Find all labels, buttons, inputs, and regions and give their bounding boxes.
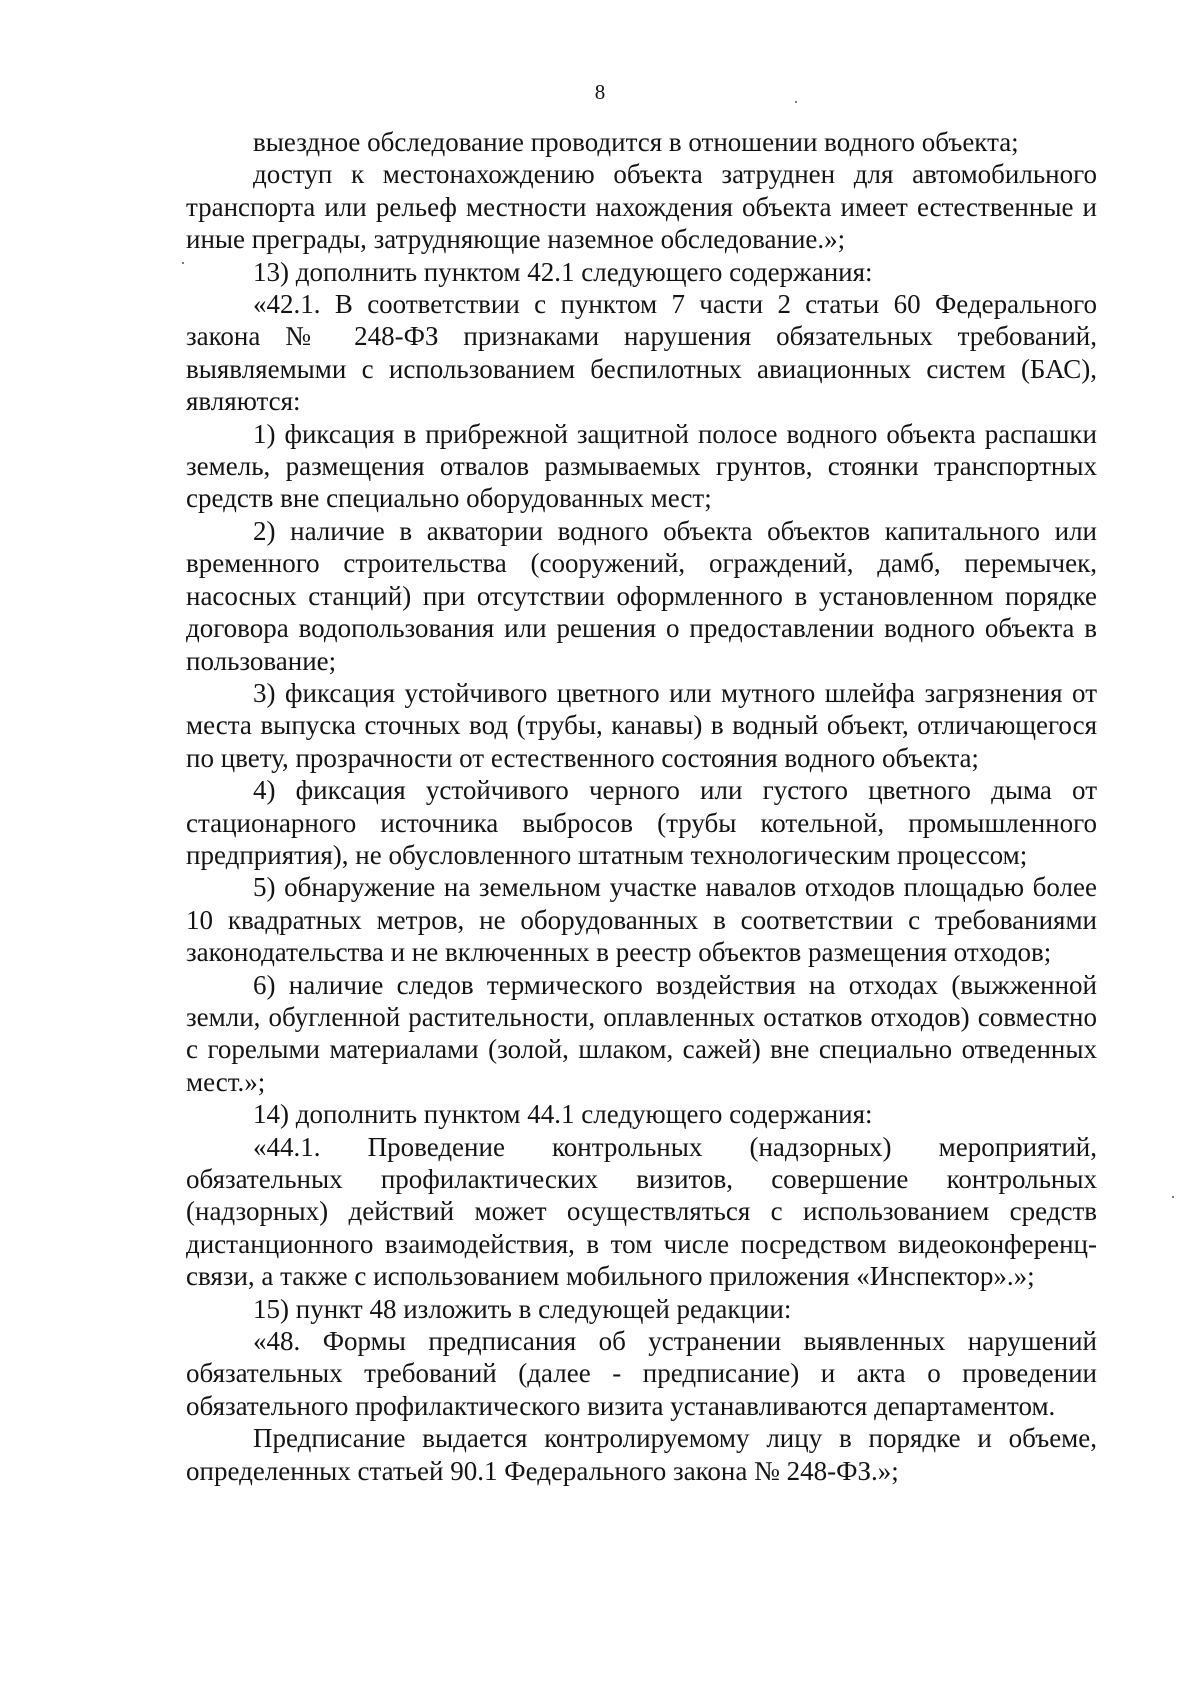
list-item-5: 5) обнаружение на земельном участке навалов отходов площадью более 10 квадратных метров, не оборудованных в соответствии с требованиями законодательства и не включенных в реестр объектов размещения отходов; — [186, 872, 1097, 968]
list-item-4: 4) фиксация устойчивого черного или густого цветного дыма от стационарного источника выбросов (трубы котельной, промышленного предприятия), не обусловленного штатным технологическим процессом; — [186, 775, 1097, 870]
scan-artifact-dot — [182, 262, 184, 264]
paragraph-point-44-1: «44.1. Проведение контрольных (надзорных) мероприятий, обязательных профилактических визитов, совершение контрольных (надзорных) действий может осуществляться с использованием средств дистанционного взаимодействия, в том числе посредством видеоконференц-связи, а также с использованием мобильного приложения «Инспектор».»; — [186, 1131, 1097, 1292]
page-number: 8 — [594, 80, 606, 104]
paragraph-order-issued: Предписание выдается контролируемому лицу в порядке и объеме, определенных статьей 90.1 Федерального закона № 248-ФЗ.»; — [186, 1423, 1097, 1486]
scan-artifact-dot — [795, 101, 797, 103]
scan-artifact-dot — [1172, 1196, 1174, 1198]
list-item-1: 1) фиксация в прибрежной защитной полосе водного объекта распашки земель, размещения отвалов размываемых грунтов, стоянки транспортных средств вне специально оборудованных мест; — [186, 418, 1097, 514]
paragraph-field-survey-water: выездное обследование проводится в отношении водного объекта; — [253, 127, 1019, 157]
paragraph-access-difficult: доступ к местонахождению объекта затруднен для автомобильного транспорта или рельеф местности нахождения объекта имеет естественные и иные преграды, затрудняющие наземное обследование.»; — [186, 159, 1097, 255]
paragraph-item-14: 14) дополнить пунктом 44.1 следующего содержания: — [253, 1099, 873, 1130]
paragraph-item-13: 13) дополнить пунктом 42.1 следующего содержания: — [253, 256, 873, 287]
paragraph-item-15: 15) пункт 48 изложить в следующей редакции: — [253, 1293, 792, 1324]
document-body — [186, 126, 1097, 1487]
list-item-2: 2) наличие в акватории водного объекта объектов капитального или временного строительства (сооружений, ограждений, дамб, перемычек, насосных станций) при отсутствии оформленного в установленном порядке договора водопользования или решения о предоставлении водного объекта в пользование; — [186, 515, 1097, 676]
paragraph-point-48: «48. Формы предписания об устранении выявленных нарушений обязательных требований (далее - предписание) и акта о проведении обязательного профилактического визита устанавливаются департаментом. — [186, 1326, 1097, 1421]
paragraph-point-42-1: «42.1. В соответствии с пунктом 7 части 2 статьи 60 Федерального закона № 248-ФЗ признаками нарушения обязательных требований, выявляемыми с использованием беспилотных авиационных систем (БАС), являются: — [186, 289, 1097, 417]
list-item-6: 6) наличие следов термического воздействия на отходах (выжженной земли, обугленной растительности, оплавленных остатков отходов) совместно с горелыми материалами (золой, шлаком, сажей) вне специально отведенных мест.»; — [186, 969, 1097, 1097]
list-item-3: 3) фиксация устойчивого цветного или мутного шлейфа загрязнения от места выпуска сточных вод (трубы, канавы) в водный объект, отличающегося по цвету, прозрачности от естественного состояния водного объекта; — [186, 677, 1097, 773]
